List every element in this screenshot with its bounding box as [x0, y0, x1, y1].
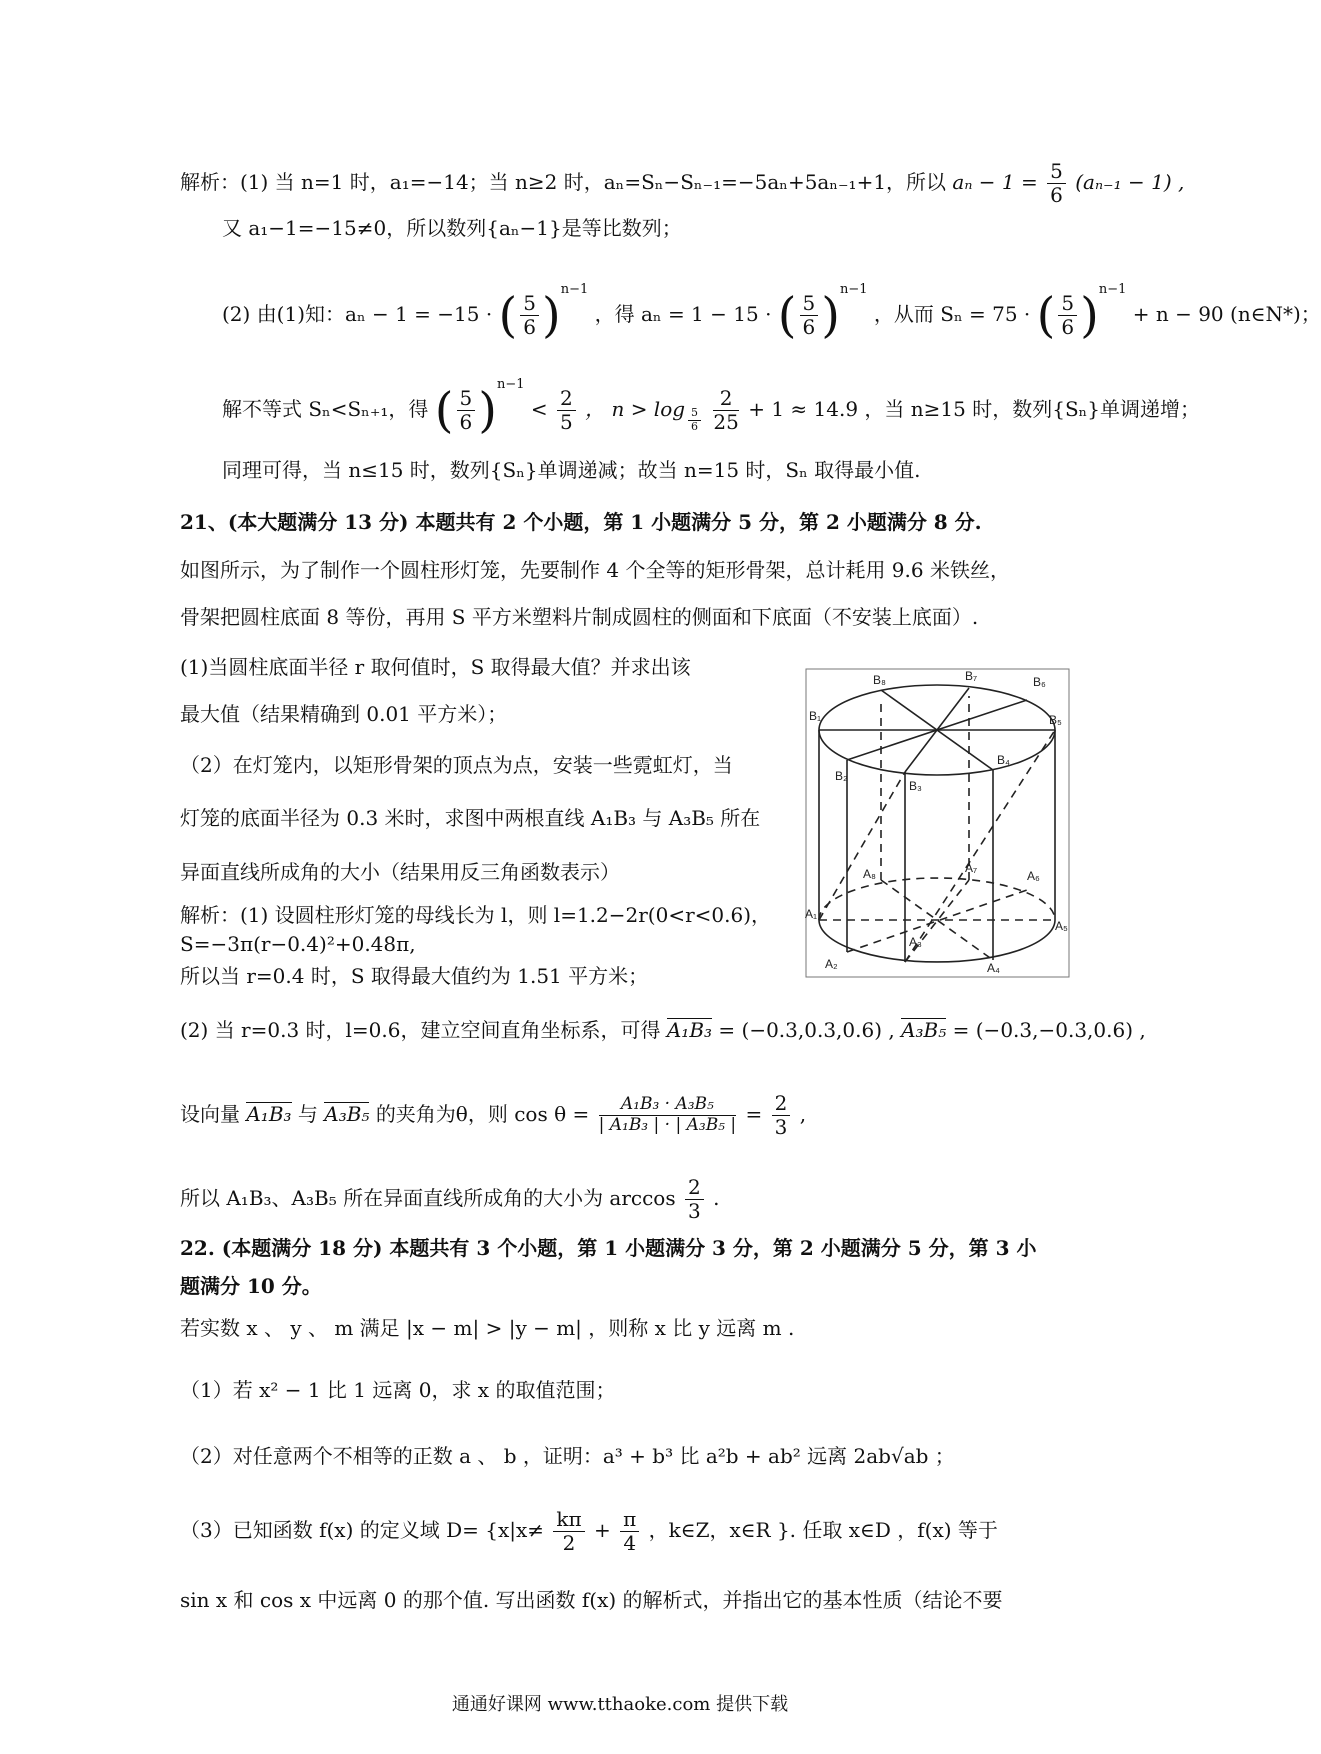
label-A7: A₇: [965, 861, 978, 875]
q21-part1-line1: (1)当圆柱底面半径 r 取何值时，S 取得最大值？并求出该: [180, 655, 691, 679]
q21-sol-line3: 所以当 r=0.4 时，S 取得最大值约为 1.51 平方米；: [180, 964, 649, 988]
q21-sol-line6: 所以 A₁B₃、A₃B₅ 所在异面直线所成角的大小为 arccos $\frac{2}{3}$ .: [180, 1175, 720, 1223]
label-A3: A₃: [909, 935, 922, 949]
label-B7: B₇: [965, 669, 978, 683]
sol20-line5: 同理可得，当 n≤15 时，数列{Sₙ}单调递减；故当 n=15 时，Sₙ 取得最小值.: [222, 458, 921, 482]
q21-part2-line2: 灯笼的底面半径为 0.3 米时，求图中两根直线 A₁B₃ 与 A₃B₅ 所在: [180, 806, 761, 830]
q21-sol-line5: 设向量 A₁B₃ 与 A₃B₅ 的夹角为θ，则 cos θ = $\frac{\text{A₁B₃ · A₃B₅}}{\text{| A₁B₃ | · | A₃B₅ |}}$ = $\frac{2}{3}$ ,: [180, 1091, 807, 1139]
label-A2: A₂: [825, 957, 838, 971]
sol20-line4: 解不等式 Sₙ<Sₙ₊₁，得 ( $\frac{5}{6}$ )$^{n-1}$ < $\frac{2}{5}$ ， n > log $\frac{5}{6}$ $\frac{2}{25}$ + 1 ≈ 14.9 ，当 n≥15 时，数列{Sₙ}单调递增；: [222, 377, 1201, 439]
label-A5: A₅: [1055, 919, 1068, 933]
q21-part2-line3: 异面直线所成角的大小（结果用反三角函数表示）: [180, 860, 620, 884]
q21-title: 21、(本大题满分 13 分) 本题共有 2 个小题，第 1 小题满分 5 分，第 2 小题满分 8 分.: [180, 510, 982, 534]
sol20-line1-text: 解析：(1) 当 n=1 时，a₁=−14；当 n≥2 时，aₙ=Sₙ−Sₙ₋₁=−5aₙ+5aₙ₋₁+1，所以: [180, 170, 947, 194]
fraction-five-sixths: $\frac{5}{6}$: [1047, 160, 1066, 207]
label-B3: B₃: [909, 779, 922, 793]
label-B4: B₄: [997, 753, 1010, 767]
q21-intro-line2: 骨架把圆柱底面 8 等份，再用 S 平方米塑料片制成圆柱的侧面和下底面（不安装上底面）.: [180, 605, 979, 629]
q22-definition: 若实数 x 、 y 、 m 满足 |x − m| > |y − m| ，则称 x 比 y 远离 m .: [180, 1316, 795, 1340]
label-B1: B₁: [809, 709, 822, 723]
label-B2: B₂: [835, 769, 848, 783]
sol20-line1-math2: (aₙ₋₁ − 1) ,: [1075, 170, 1185, 194]
bottom-ellipse-front: [819, 920, 1055, 962]
q21-sol-line1: 解析：(1) 设圆柱形灯笼的母线长为 l，则 l=1.2−2r(0<r<0.6)，: [180, 903, 772, 927]
vector-a3b5: A₃B₅: [901, 1018, 947, 1042]
q22-part1: （1）若 x² − 1 比 1 远离 0，求 x 的取值范围；: [180, 1378, 616, 1402]
sol20-line1: [180, 160, 1184, 207]
label-A8: A₈: [863, 867, 876, 881]
sol20-line1-math: aₙ − 1 =: [952, 170, 1038, 194]
label-A6: A₆: [1027, 869, 1040, 883]
label-B5: B₅: [1049, 713, 1062, 727]
q22-part3-line1: （3）已知函数 f(x) 的定义域 D= {x|x≠ $\frac{k\pi}{2}$ + $\frac{\pi}{4}$ ，k∈Z，x∈R }. 任取 x∈D ，f(x) 等于: [180, 1507, 998, 1555]
q21-sol-line4: (2) 当 r=0.3 时，l=0.6，建立空间直角坐标系，可得 A₁B₃ = (−0.3,0.3,0.6) , A₃B₅ = (−0.3,−0.3,0.6) ,: [180, 1018, 1146, 1042]
q22-title-line1: 22. (本题满分 18 分) 本题共有 3 个小题，第 1 小题满分 3 分，第 2 小题满分 5 分，第 3 小: [180, 1236, 1037, 1260]
cylinder-lantern-figure: [805, 668, 1070, 978]
label-B6: B₆: [1033, 675, 1046, 689]
label-A1: A₁: [805, 907, 818, 921]
sol20-line2: 又 a₁−1=−15≠0，所以数列{aₙ−1}是等比数列；: [222, 216, 682, 240]
q21-sol-line2: S=−3π(r−0.4)²+0.48π,: [180, 932, 416, 956]
q21-part2-line1: （2）在灯笼内，以矩形骨架的顶点为点，安装一些霓虹灯，当: [180, 753, 733, 777]
page-footer: 通通好课网 www.tthaoke.com 提供下载: [451, 1694, 789, 1715]
q22-part2: （2）对任意两个不相等的正数 a 、 b ，证明：a³ + b³ 比 a²b + ab² 远离 2ab√ab ；: [180, 1444, 955, 1468]
q21-intro-line1: 如图所示，为了制作一个圆柱形灯笼，先要制作 4 个全等的矩形骨架，总计耗用 9.6 米铁丝，: [180, 558, 1010, 582]
vector-a1b3: A₁B₃: [666, 1018, 713, 1042]
cos-fraction: $\frac{\text{A₁B₃ · A₃B₅}}{\text{| A₁B₃ | · | A₃B₅ |}}$: [598, 1094, 737, 1135]
sol20-line3: (2) 由(1)知：aₙ − 1 = −15 · ( $\frac{5}{6}$ )$^{n-1}$ ，得 aₙ = 1 − 15 · ( $\frac{5}{6}$ )$^{n-1}$ ，从而 Sₙ = 75 · ( $\frac{5}{6}$ )$^{n-1}$ + n − 90 (n∈N*)；: [222, 282, 1321, 344]
label-B8: B₈: [873, 673, 886, 687]
q22-part3-line2: sin x 和 cos x 中远离 0 的那个值. 写出函数 f(x) 的解析式，并指出它的基本性质（结论不要: [180, 1588, 1003, 1612]
q21-part1-line2: 最大值（结果精确到 0.01 平方米）；: [180, 702, 508, 726]
figure-frame: [806, 669, 1069, 977]
q22-title-line2: 题满分 10 分。: [180, 1274, 322, 1298]
label-A4: A₄: [987, 961, 1000, 975]
